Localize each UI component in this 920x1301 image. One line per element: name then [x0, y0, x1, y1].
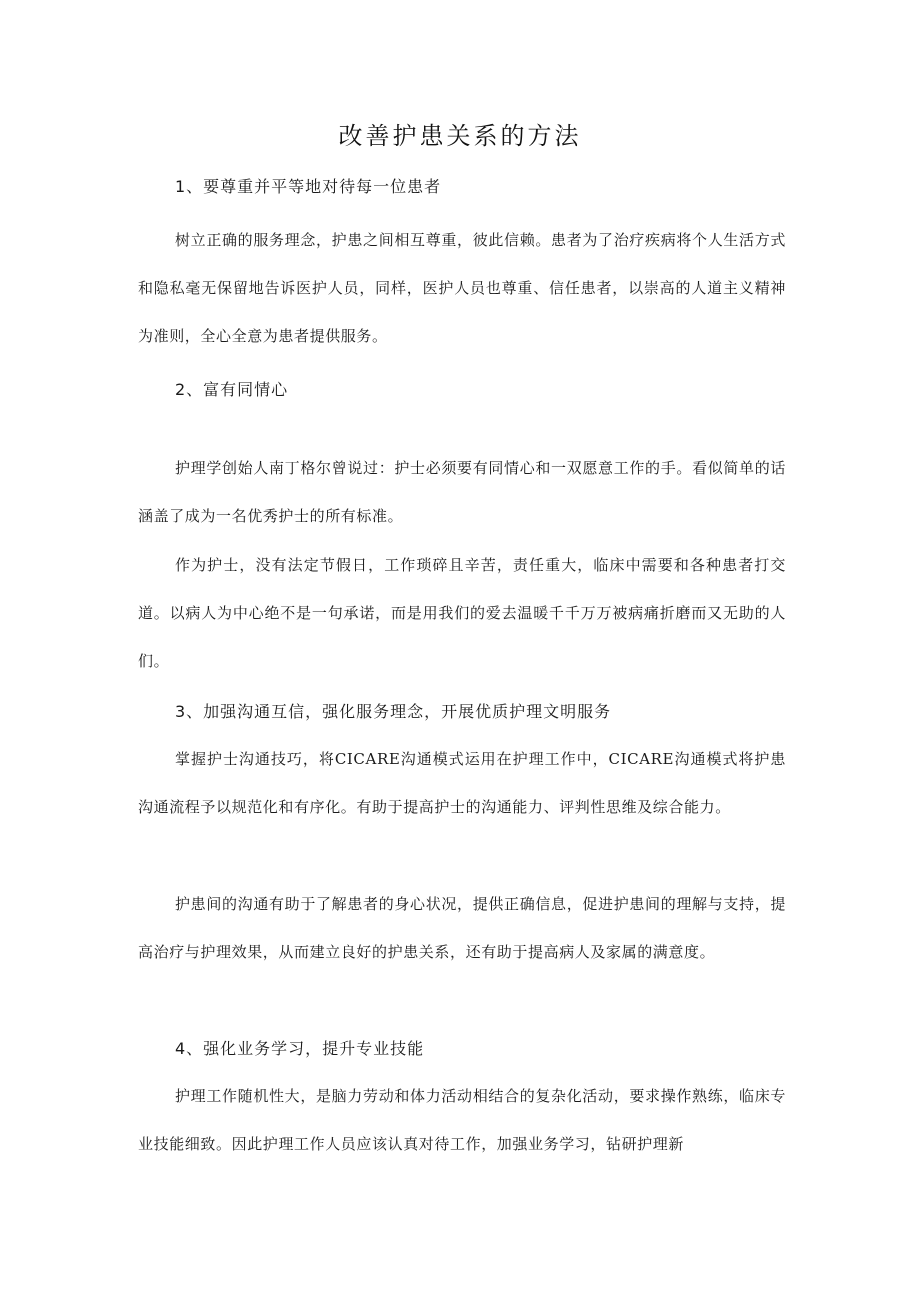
section-2-paragraph-2: 作为护士，没有法定节假日，工作琐碎且辛苦，责任重大，临床中需要和各种患者打交道。以病人为中心绝不是一句承诺，而是用我们的爱去温暖千千万万被病痛折磨而又无助的人们。	[138, 556, 786, 670]
section-1-paragraph-1: 树立正确的服务理念，护患之间相互尊重，彼此信赖。患者为了治疗疾病将个人生活方式和隐私毫无保留地告诉医护人员，同样，医护人员也尊重、信任患者，以崇高的人道主义精神为准则，全心全意为患者提供服务。	[138, 231, 786, 345]
section-heading-2: 2、富有同情心	[175, 380, 289, 399]
section-3-paragraph-1: 掌握护士沟通技巧，将CICARE沟通模式运用在护理工作中，CICARE沟通模式将护患沟通流程予以规范化和有序化。有助于提高护士的沟通能力、评判性思维及综合能力。	[138, 750, 786, 816]
page-title: 改善护患关系的方法	[338, 122, 582, 150]
section-4-paragraph-1: 护理工作随机性大，是脑力劳动和体力活动相结合的复杂化活动，要求操作熟练，临床专业技能细致。因此护理工作人员应该认真对待工作，加强业务学习，钻研护理新	[138, 1087, 786, 1153]
section-3-paragraph-2: 护患间的沟通有助于了解患者的身心状况，提供正确信息，促进护患间的理解与支持，提高治疗与护理效果，从而建立良好的护患关系，还有助于提高病人及家属的满意度。	[138, 895, 786, 961]
section-heading-4: 4、强化业务学习，提升专业技能	[175, 1039, 425, 1058]
section-2-paragraph-1: 护理学创始人南丁格尔曾说过：护士必须要有同情心和一双愿意工作的手。看似简单的话涵盖了成为一名优秀护士的所有标准。	[138, 459, 786, 525]
section-heading-1: 1、要尊重并平等地对待每一位患者	[175, 177, 442, 196]
section-heading-3: 3、加强沟通互信，强化服务理念，开展优质护理文明服务	[175, 702, 612, 721]
